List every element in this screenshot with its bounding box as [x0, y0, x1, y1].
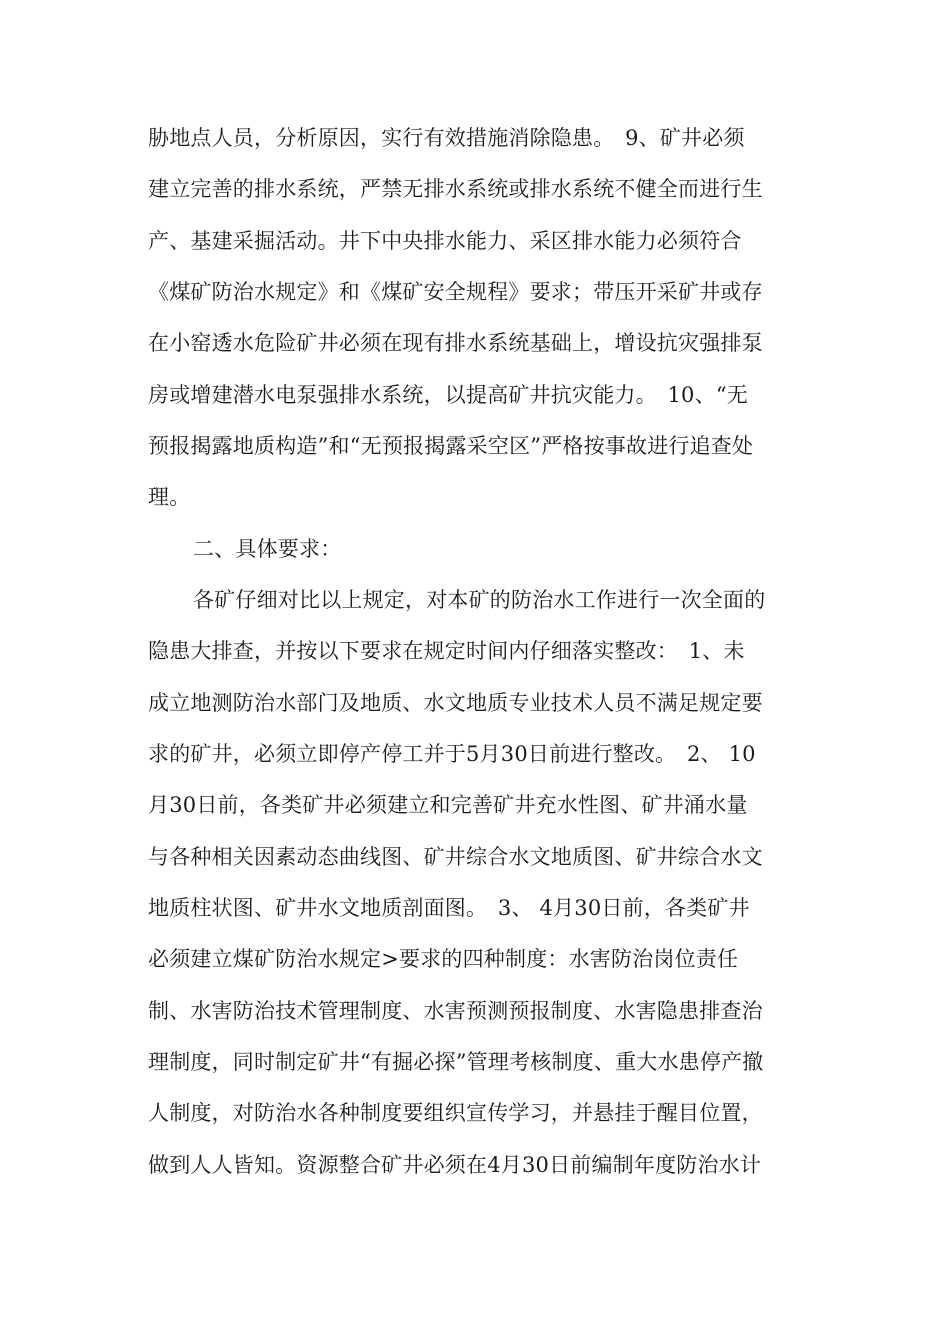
- text-line: 《煤矿防治水规定》和《煤矿安全规程》要求；带压开采矿井或存: [148, 280, 763, 304]
- text-line: 产、基建采掘活动。井下中央排水能力、采区排水能力必须符合: [148, 229, 742, 253]
- text-line: 必须建立煤矿防治水规定>要求的四种制度：水害防治岗位责任: [148, 947, 739, 971]
- text-line: 求的矿井，必须立即停产停工并于5月30日前进行整改。 2、 10: [148, 742, 756, 766]
- text-line: 月30日前，各类矿井必须建立和完善矿井充水性图、矿井涌水量: [148, 793, 748, 817]
- text-line: 与各种相关因素动态曲线图、矿井综合水文地质图、矿井综合水文: [148, 845, 763, 869]
- section-heading: 二、具体要求：: [193, 537, 342, 561]
- text-line: 隐患大排查，并按以下要求在规定时间内仔细落实整改： 1、未: [148, 639, 745, 663]
- text-line: 预报揭露地质构造”和“无预报揭露采空区”严格按事故进行追查处: [148, 434, 754, 458]
- text-line: 在小窑透水危险矿井必须在现有排水系统基础上，增设抗灾强排泵: [148, 331, 763, 355]
- text-line: 地质柱状图、矿井水文地质剖面图。 3、 4月30日前，各类矿井: [148, 896, 750, 920]
- text-line: 房或增建潜水电泵强排水系统，以提高矿井抗灾能力。 10、“无: [148, 383, 748, 407]
- text-line: 建立完善的排水系统，严禁无排水系统或排水系统不健全而进行生: [148, 177, 763, 201]
- text-line: 人制度，对防治水各种制度要组织宣传学习，并悬挂于醒目位置，: [148, 1101, 763, 1125]
- text-line: 成立地测防治水部门及地质、水文地质专业技术人员不满足规定要: [148, 691, 763, 715]
- text-line: 各矿仔细对比以上规定，对本矿的防治水工作进行一次全面的: [193, 588, 766, 612]
- text-line: 理。: [148, 485, 191, 509]
- text-line: 理制度，同时制定矿井“有掘必探”管理考核制度、重大水患停产撤: [148, 1050, 764, 1074]
- text-line: 胁地点人员，分析原因，实行有效措施消除隐患。 9、矿井必须: [148, 126, 745, 150]
- text-line: 做到人人皆知。资源整合矿井必须在4月30日前编制年度防治水计: [148, 1153, 762, 1177]
- text-line: 制、水害防治技术管理制度、水害预测预报制度、水害隐患排查治: [148, 999, 763, 1023]
